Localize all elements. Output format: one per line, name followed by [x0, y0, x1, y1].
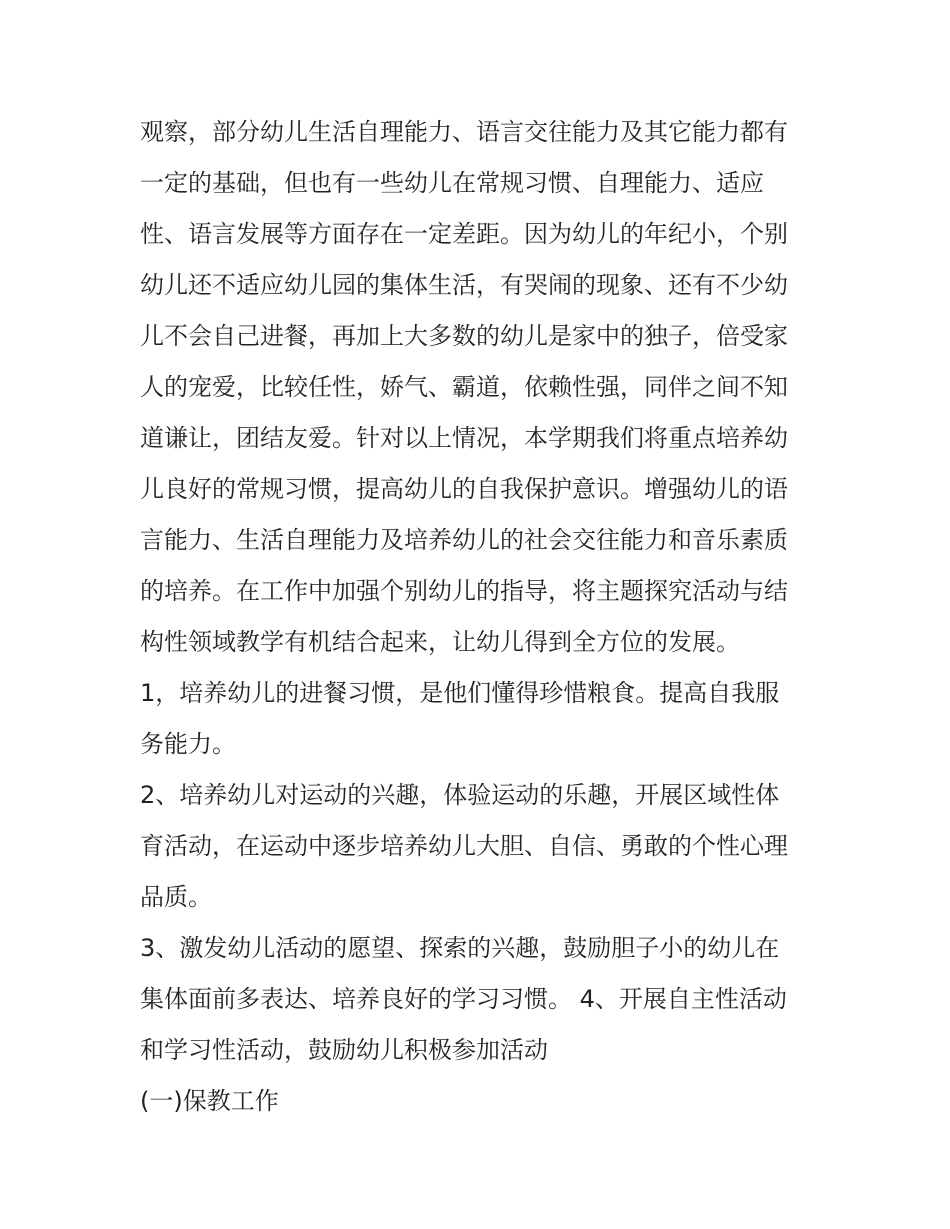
text-line: 儿良好的常规习惯，提高幼儿的自我保护意识。增强幼儿的语	[140, 475, 788, 503]
list-item-line: 1，培养幼儿的进餐习惯，是他们懂得珍惜粮食。提高自我服	[140, 679, 780, 707]
section-heading: (一)保教工作	[140, 1087, 279, 1115]
text-line: 性、语言发展等方面存在一定差距。因为幼儿的年纪小，个别	[140, 220, 788, 248]
text-line: 观察，部分幼儿生活自理能力、语言交往能力及其它能力都有	[140, 118, 788, 146]
text-line: 道谦让，团结友爱。针对以上情况，本学期我们将重点培养幼	[140, 424, 788, 452]
text-line: 儿不会自己进餐，再加上大多数的幼儿是家中的独子，倍受家	[140, 322, 788, 350]
list-item-line: 务能力。	[140, 730, 236, 758]
list-item-line: 育活动，在运动中逐步培养幼儿大胆、自信、勇敢的个性心理	[140, 832, 788, 860]
text-line: 言能力、生活自理能力及培养幼儿的社会交往能力和音乐素质	[140, 526, 788, 554]
list-item-line: 品质。	[140, 883, 212, 911]
list-item-line: 3、激发幼儿活动的愿望、探索的兴趣，鼓励胆子小的幼儿在	[140, 934, 780, 962]
list-item-line: 2、培养幼儿对运动的兴趣，体验运动的乐趣，开展区域性体	[140, 781, 780, 809]
text-line: 幼儿还不适应幼儿园的集体生活，有哭闹的现象、还有不少幼	[140, 271, 788, 299]
text-line: 的培养。在工作中加强个别幼儿的指导，将主题探究活动与结	[140, 577, 788, 605]
list-item-line: 集体面前多表达、培养良好的学习习惯。 4、开展自主性活动	[140, 985, 787, 1013]
document-body	[140, 107, 820, 1127]
list-item-line: 和学习性活动，鼓励幼儿积极参加活动	[140, 1036, 548, 1064]
text-line: 构性领域教学有机结合起来，让幼儿得到全方位的发展。	[140, 628, 740, 656]
text-line: 一定的基础，但也有一些幼儿在常规习惯、自理能力、适应	[140, 169, 764, 197]
text-line: 人的宠爱，比较任性，娇气、霸道，依赖性强，同伴之间不知	[140, 373, 788, 401]
